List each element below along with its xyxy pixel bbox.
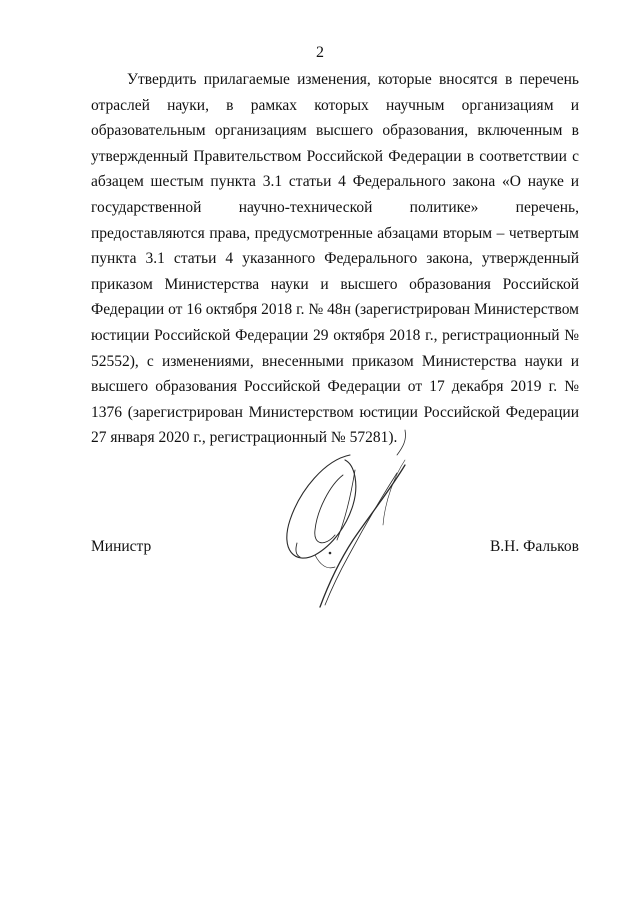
signatory-name: В.Н. Фальков — [489, 538, 579, 555]
signatory-title: Министр — [91, 538, 152, 555]
order-paragraph: Утвердить прилагаемые изменения, которые вносятся в перечень отраслей науки, в рамках которых научным организациям и образовательным организациям высшего образования, включенным в утвержденный Правительством Российской Федерации в соответствии с абзацем шестым пункта 3.1 статьи 4 Федерального закона «О науке и государственной научно-технической политике» перечень, предоставляются права, предусмотренные абзацами вторым – четвертым пункта 3.1 статьи 4 указанного Федерального закона, утвержденный приказом Министерства науки и высшего образования Российской Федерации от 16 октября 2018 г. № 48н (зарегистрирован Министерством юстиции Российской Федерации 29 октября 2018 г., регистрационный № 52552), с изменениями, внесенными приказом Министерства науки и высшего образования Российской Федерации от 17 декабря 2019 г. № 1376 (зарегистрирован Министерством юстиции Российской Федерации 27 января 2020 г., регистрационный № 57281). — [91, 71, 579, 447]
page-number: 2 — [316, 44, 324, 61]
handwritten-signature — [255, 415, 445, 615]
